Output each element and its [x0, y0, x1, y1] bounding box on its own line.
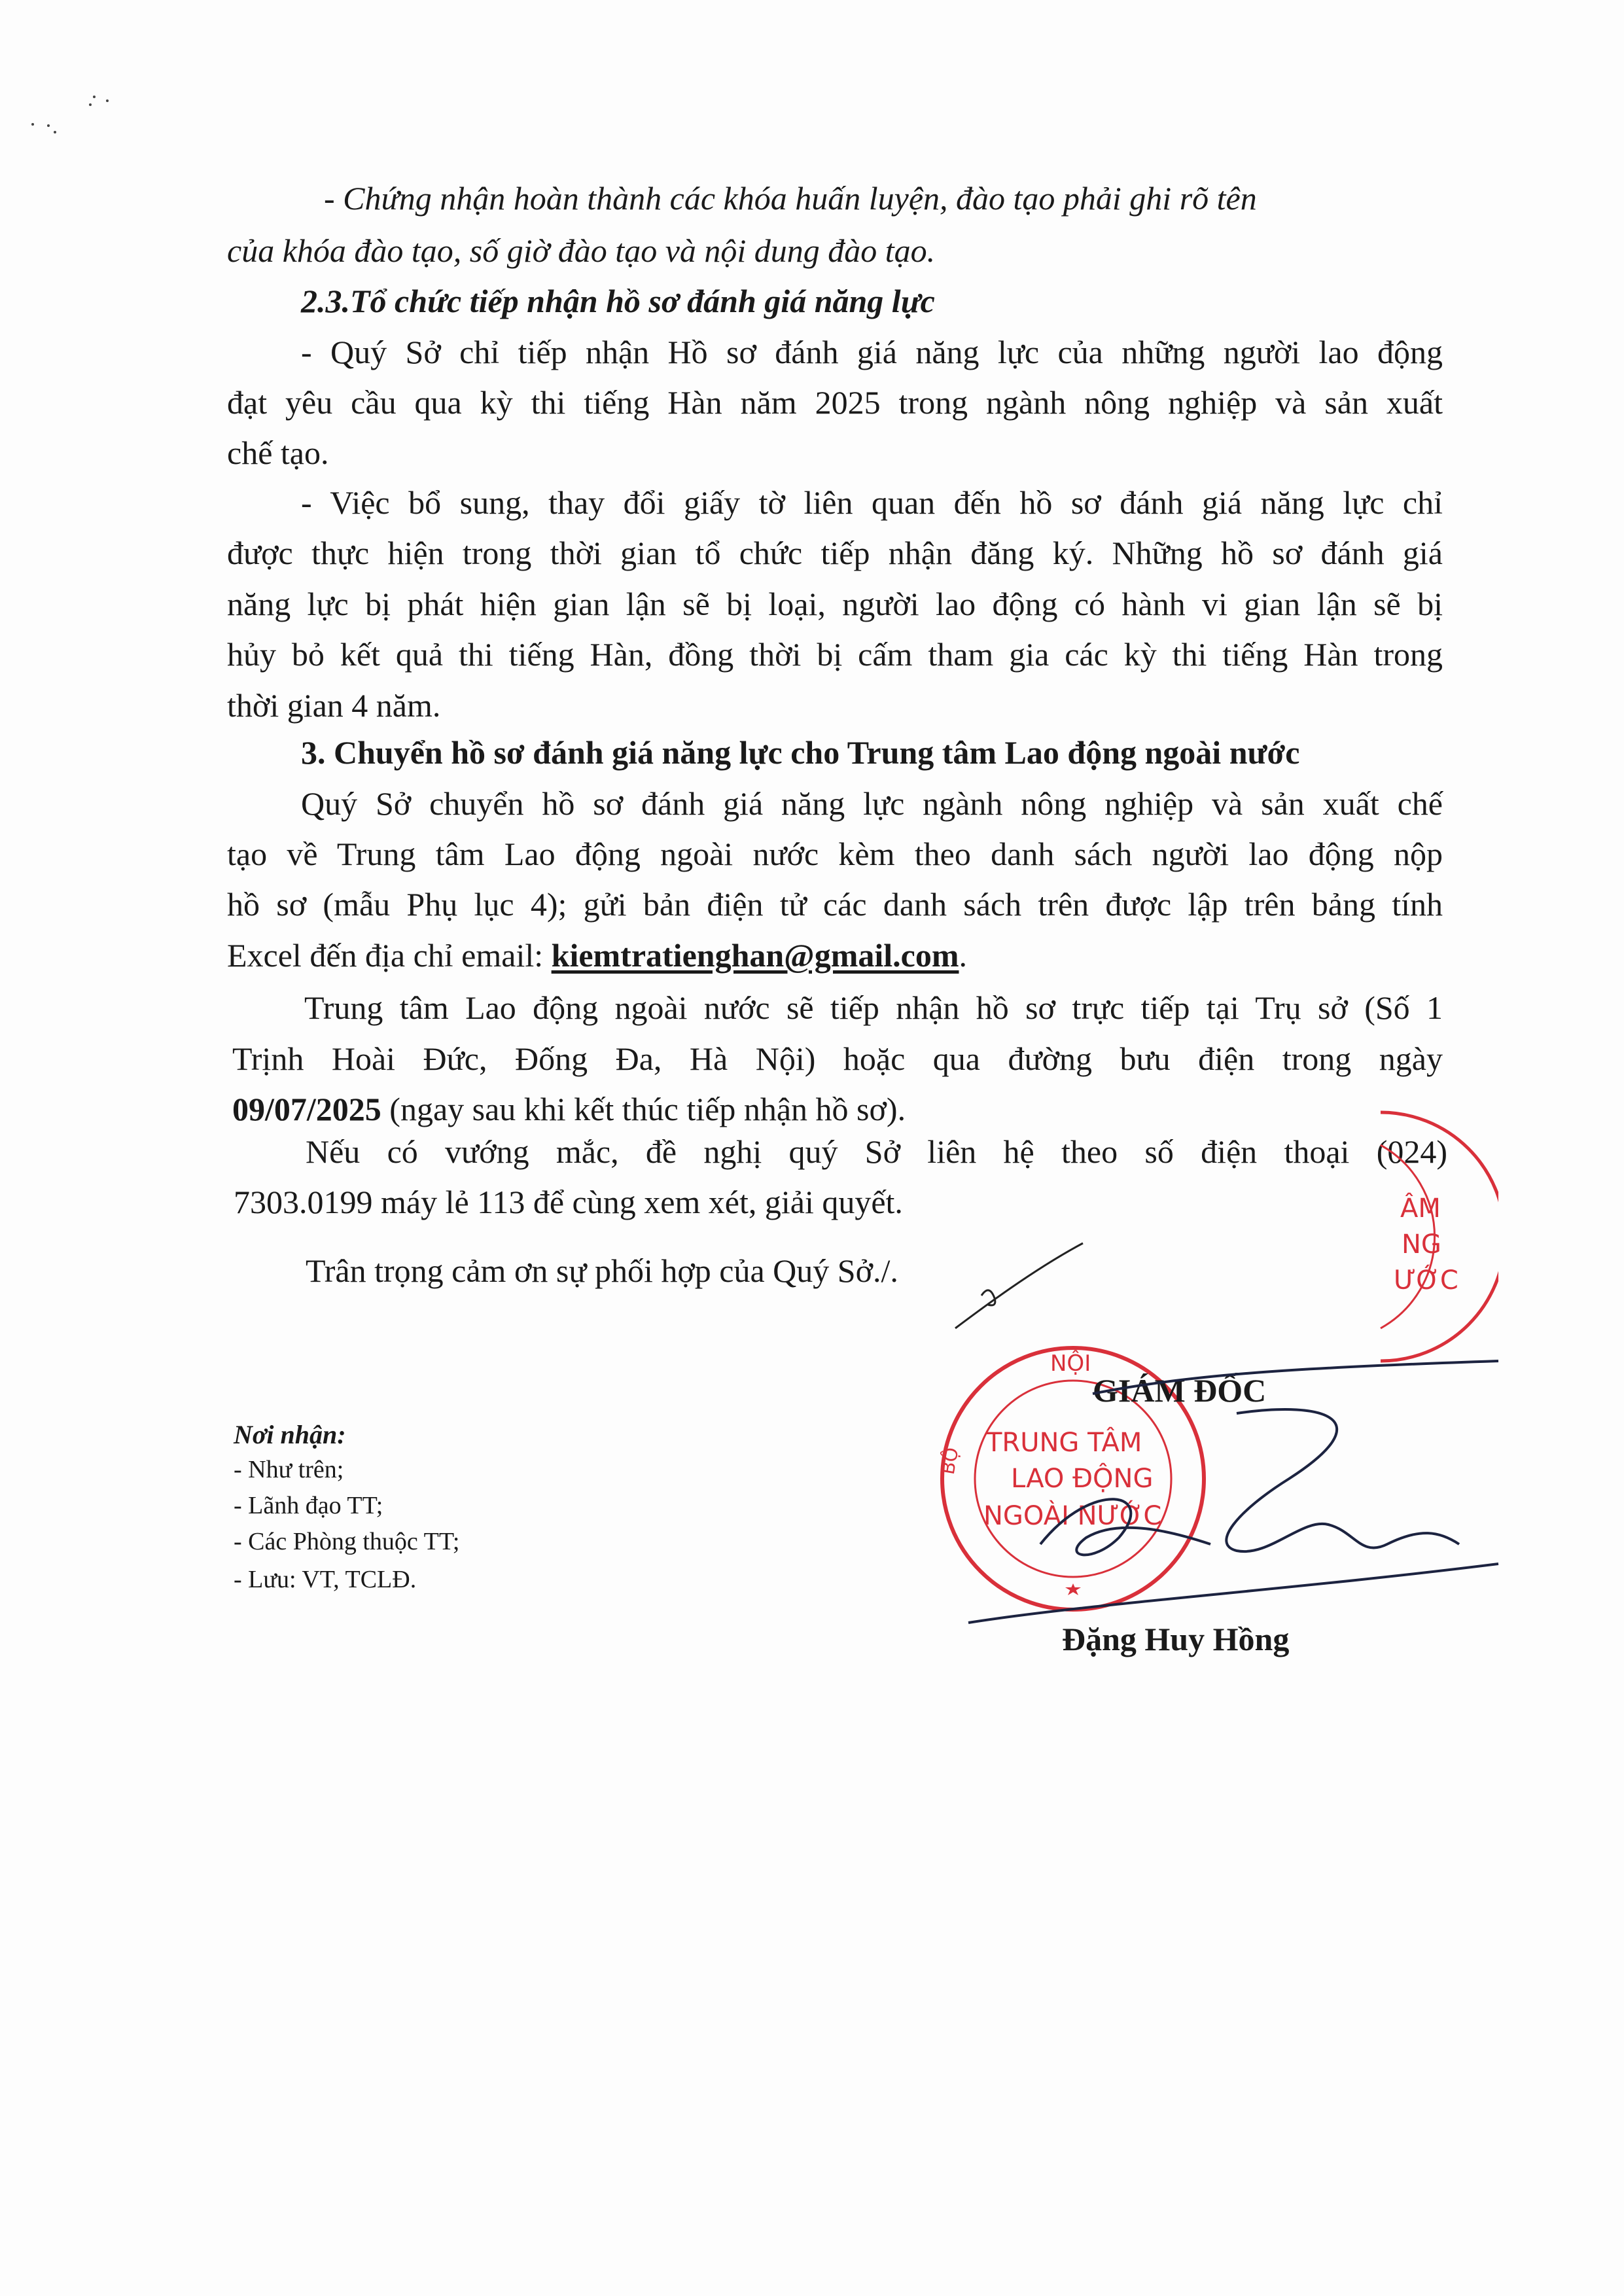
stamp-text: NGOÀI NƯỚC: [983, 1501, 1162, 1531]
recipient-item: - Như trên;: [234, 1456, 344, 1483]
signer-position: GIÁM ĐỐC: [1093, 1372, 1267, 1409]
body-line: tạo về Trung tâm Lao động ngoài nước kèm theo danh sách người lao động nộp: [227, 836, 1443, 872]
stamp-text: ƯỚC: [1394, 1265, 1458, 1296]
scan-artifact: [26, 85, 118, 137]
body-line: hủy bỏ kết quả thi tiếng Hàn, đồng thời bị cấm tham gia các kỳ thi tiếng Hàn trong: [227, 636, 1443, 673]
body-line: Quý Sở chuyển hồ sơ đánh giá năng lực ngành nông nghiệp và sản xuất chế: [301, 785, 1443, 822]
body-line: hồ sơ (mẫu Phụ lục 4); gửi bản điện tử các danh sách trên được lập trên bảng tính: [227, 886, 1443, 923]
initial-mark: [942, 1230, 1093, 1335]
body-line: đạt yêu cầu qua kỳ thi tiếng Hàn năm 2025 trong ngành nông nghiệp và sản xuất: [227, 384, 1443, 421]
body-line: Trung tâm Lao động ngoài nước sẽ tiếp nhận hồ sơ trực tiếp tại Trụ sở (Số 1: [304, 989, 1443, 1026]
stamp-text: TRUNG TÂM: [986, 1428, 1142, 1458]
body-line: - Chứng nhận hoàn thành các khóa huấn luyện, đào tạo phải ghi rõ tên: [324, 180, 1257, 217]
body-line: - Việc bổ sung, thay đổi giấy tờ liên quan đến hồ sơ đánh giá năng lực chỉ: [301, 484, 1443, 521]
partial-stamp: [1361, 1106, 1498, 1368]
body-text: Excel đến địa chỉ email:: [227, 937, 552, 974]
body-line: [232, 1089, 906, 1129]
stamp-text: BỘ: [936, 1445, 963, 1476]
body-line: Trịnh Hoài Đức, Đống Đa, Hà Nội) hoặc qua đường bưu điện trong ngày: [232, 1040, 1443, 1077]
recipient-item: - Các Phòng thuộc TT;: [234, 1528, 460, 1555]
stamp-text: NG: [1402, 1229, 1441, 1260]
body-line: của khóa đào tạo, số giờ đào tạo và nội dung đào tạo.: [227, 232, 936, 269]
signature: [962, 1348, 1505, 1636]
section-heading-3: 3. Chuyển hồ sơ đánh giá năng lực cho Trung tâm Lao động ngoài nước: [301, 734, 1300, 771]
recipient-item: - Lưu: VT, TCLĐ.: [234, 1566, 417, 1593]
recipients-title: Nơi nhận:: [234, 1420, 346, 1449]
section-heading-2-3: 2.3.Tổ chức tiếp nhận hồ sơ đánh giá năng lực: [301, 283, 935, 319]
body-line: năng lực bị phát hiện gian lận sẽ bị loại, người lao động có hành vi gian lận sẽ bị: [227, 586, 1443, 622]
body-line: - Quý Sở chỉ tiếp nhận Hồ sơ đánh giá năng lực của những người lao động: [301, 334, 1443, 370]
stamp-text: LAO ĐỘNG: [1011, 1464, 1154, 1494]
body-text: (ngay sau khi kết thúc tiếp nhận hồ sơ).: [381, 1091, 906, 1127]
signer-name: Đặng Huy Hồng: [1062, 1621, 1290, 1657]
closing-line: Trân trọng cảm ơn sự phối hợp của Quý Sở./.: [306, 1252, 898, 1289]
body-text: .: [959, 937, 967, 974]
stamp-text: NỘI: [1050, 1351, 1091, 1377]
body-line: 7303.0199 máy lẻ 113 để cùng xem xét, giải quyết.: [234, 1184, 903, 1220]
body-line: [227, 936, 967, 975]
receipt-date: 09/07/2025: [232, 1091, 381, 1127]
body-line: Nếu có vướng mắc, đề nghị quý Sở liên hệ theo số điện thoại (024): [306, 1133, 1447, 1170]
email-link[interactable]: kiemtratienghan@gmail.com: [551, 937, 959, 974]
body-line: chế tạo.: [227, 434, 329, 471]
body-line: được thực hiện trong thời gian tổ chức tiếp nhận đăng ký. Những hồ sơ đánh giá: [227, 535, 1443, 571]
stamp-text: ÂM: [1400, 1193, 1441, 1224]
body-line: thời gian 4 năm.: [227, 687, 441, 724]
recipient-item: - Lãnh đạo TT;: [234, 1492, 383, 1519]
